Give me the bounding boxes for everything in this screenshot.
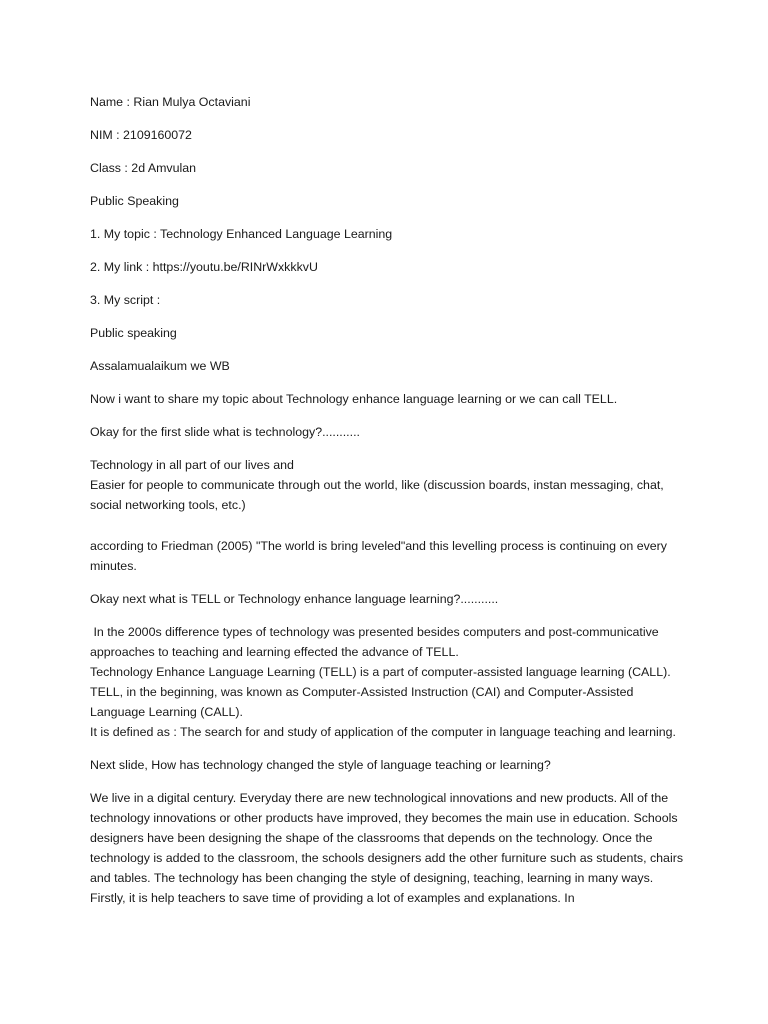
slide3-heading: Next slide, How has technology changed the style of language teaching or learning? — [90, 758, 551, 772]
slide2-heading: Okay next what is TELL or Technology enhance language learning?........... — [90, 592, 499, 606]
link-line: 2. My link : https://youtu.be/RINrWxkkkvU — [90, 260, 318, 274]
subject-line: Public Speaking — [90, 194, 179, 208]
class-line: Class : 2d Amvulan — [90, 161, 197, 175]
tell-paragraph — [90, 622, 685, 742]
technology-paragraph — [90, 455, 685, 515]
nim-line: NIM : 2109160072 — [90, 128, 192, 142]
name-line: Name : Rian Mulya Octaviani — [90, 95, 251, 109]
document-page — [90, 92, 685, 921]
script-line: 3. My script : — [90, 293, 161, 307]
intro-paragraph: Now i want to share my topic about Technology enhance language learning or we can call TELL. — [90, 392, 618, 406]
topic-line: 1. My topic : Technology Enhanced Language Learning — [90, 227, 393, 241]
tell-line-2: Technology Enhance Language Learning (TELL) is a part of computer-assisted language learning (CALL). — [90, 665, 671, 679]
tell-line-1: In the 2000s difference types of technology was presented besides computers and post-communicative approaches to teaching and learning effected the advance of TELL. — [90, 625, 663, 659]
tell-line-3: TELL, in the beginning, was known as Computer-Assisted Instruction (CAI) and Computer-Assisted Language Learning (CALL). — [90, 685, 634, 719]
greeting: Assalamualaikum we WB — [90, 359, 230, 373]
tech-line-2: Easier for people to communicate through out the world, like (discussion boards, instan messaging, chat, social networking tools, etc.) — [90, 478, 664, 512]
century-paragraph: We live in a digital century. Everyday there are new technological innovations and new products. All of the technology innovations or other products have improved, they becomes the main use in education. Schools designers have been designing the shape of the classrooms that depends on the technology. Once the technology is added to the classroom, the schools designers add the other furniture such as students, chairs and tables. The technology has been changing the style of designing, teaching, learning in many ways. Firstly, it is help teachers to save time of providing a lot of examples and explanations. In — [90, 791, 684, 905]
tech-line-1: Technology in all part of our lives and — [90, 458, 294, 472]
script-title: Public speaking — [90, 326, 177, 340]
slide1-heading: Okay for the first slide what is technology?........... — [90, 425, 360, 439]
tell-line-4: It is defined as : The search for and study of application of the computer in language teaching and learning. — [90, 725, 676, 739]
friedman-paragraph: according to Friedman (2005) "The world is bring leveled"and this levelling process is continuing on every minutes. — [90, 539, 667, 573]
